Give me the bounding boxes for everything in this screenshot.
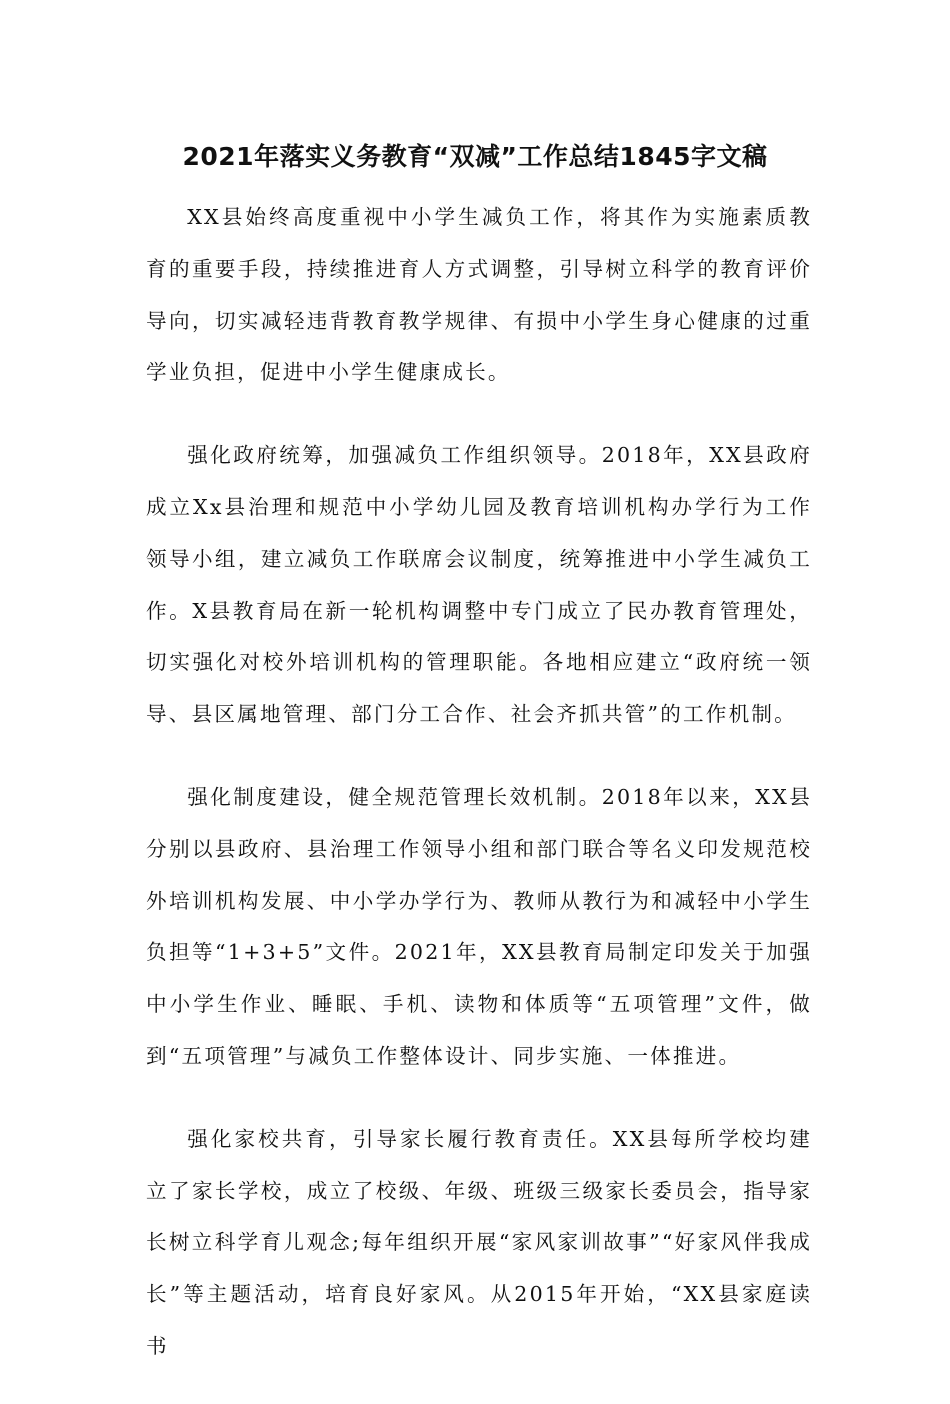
paragraph-3: 强化制度建设，健全规范管理长效机制。2018年以来，XX县分别以县政府、县治理工作领导小组和部门联合等名义印发规范校外培训机构发展、中小学办学行为、教师从教行为和减轻中小学生负担等“1+3+5”文件。2021年，XX县教育局制定印发关于加强中小学生作业、睡眠、手机、读物和体质等“五项管理”文件，做到“五项管理”与减负工作整体设计、同步实施、一体推进。: [146, 784, 812, 1068]
document-body: [146, 192, 812, 1404]
paragraph-2: 强化政府统筹，加强减负工作组织领导。2018年，XX县政府成立Xx县治理和规范中小学幼儿园及教育培训机构办学行为工作领导小组，建立减负工作联席会议制度，统筹推进中小学生减负工作。X县教育局在新一轮机构调整中专门成立了民办教育管理处，切实强化对校外培训机构的管理职能。各地相应建立“政府统一领导、县区属地管理、部门分工合作、社会齐抓共管”的工作机制。: [146, 443, 812, 727]
paragraph-4: 强化家校共育，引导家长履行教育责任。XX县每所学校均建立了家长学校，成立了校级、年级、班级三级家长委员会，指导家长树立科学育儿观念;每年组织开展“家风家训故事”“好家风伴我成长”等主题活动，培育良好家风。从2015年开始，“XX县家庭读书: [146, 1126, 812, 1358]
paragraph-1: XX县始终高度重视中小学生减负工作，将其作为实施素质教育的重要手段，持续推进育人方式调整，引导树立科学的教育评价导向，切实减轻违背教育教学规律、有损中小学生身心健康的过重学业负担，促进中小学生健康成长。: [146, 205, 812, 385]
document-title: 2021年落实义务教育“双减”工作总结1845字文稿: [182, 142, 768, 171]
